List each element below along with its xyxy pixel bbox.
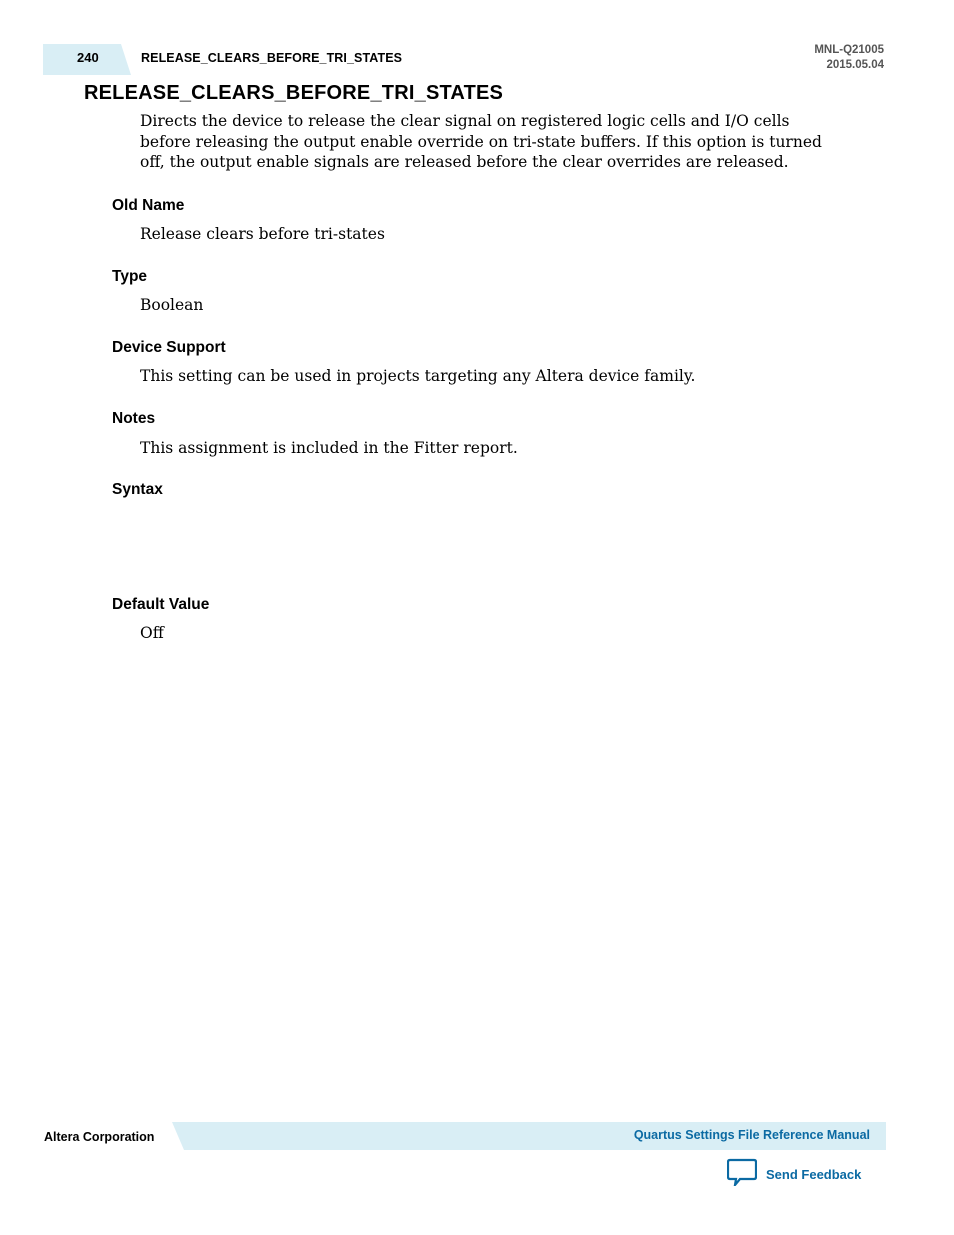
default-value-value: Off (140, 624, 164, 642)
page-number: 240 (77, 50, 99, 65)
footer-company: Altera Corporation (44, 1130, 155, 1144)
footer-manual-link[interactable]: Quartus Settings File Reference Manual (633, 1128, 870, 1142)
speech-bubble-icon (727, 1158, 757, 1190)
page-title: RELEASE_CLEARS_BEFORE_TRI_STATES (84, 82, 504, 104)
send-feedback-label: Send Feedback (766, 1166, 862, 1182)
doc-number: MNL-Q21005 (814, 44, 884, 56)
document-id (814, 43, 884, 73)
notes-value: This assignment is included in the Fitter report. (140, 439, 518, 457)
header-section-title: RELEASE_CLEARS_BEFORE_TRI_STATES (141, 51, 403, 65)
old-name-heading: Old Name (112, 197, 185, 214)
description: Directs the device to release the clear signal on registered logic cells and I/O cells before releasing the output enable override on tri-state buffers. If this option is turned off, the output enable signals are released before the clear overrides are released. (140, 112, 822, 171)
default-value-heading: Default Value (112, 596, 210, 613)
device-support-heading: Device Support (112, 339, 226, 356)
notes-heading: Notes (112, 410, 156, 427)
doc-date: 2015.05.04 (826, 59, 884, 71)
send-feedback-link[interactable] (727, 1158, 861, 1190)
syntax-heading: Syntax (112, 481, 163, 498)
type-value: Boolean (140, 296, 204, 314)
old-name-value: Release clears before tri-states (140, 225, 385, 243)
device-support-value: This setting can be used in projects targeting any Altera device family. (140, 367, 696, 385)
type-heading: Type (112, 268, 148, 285)
